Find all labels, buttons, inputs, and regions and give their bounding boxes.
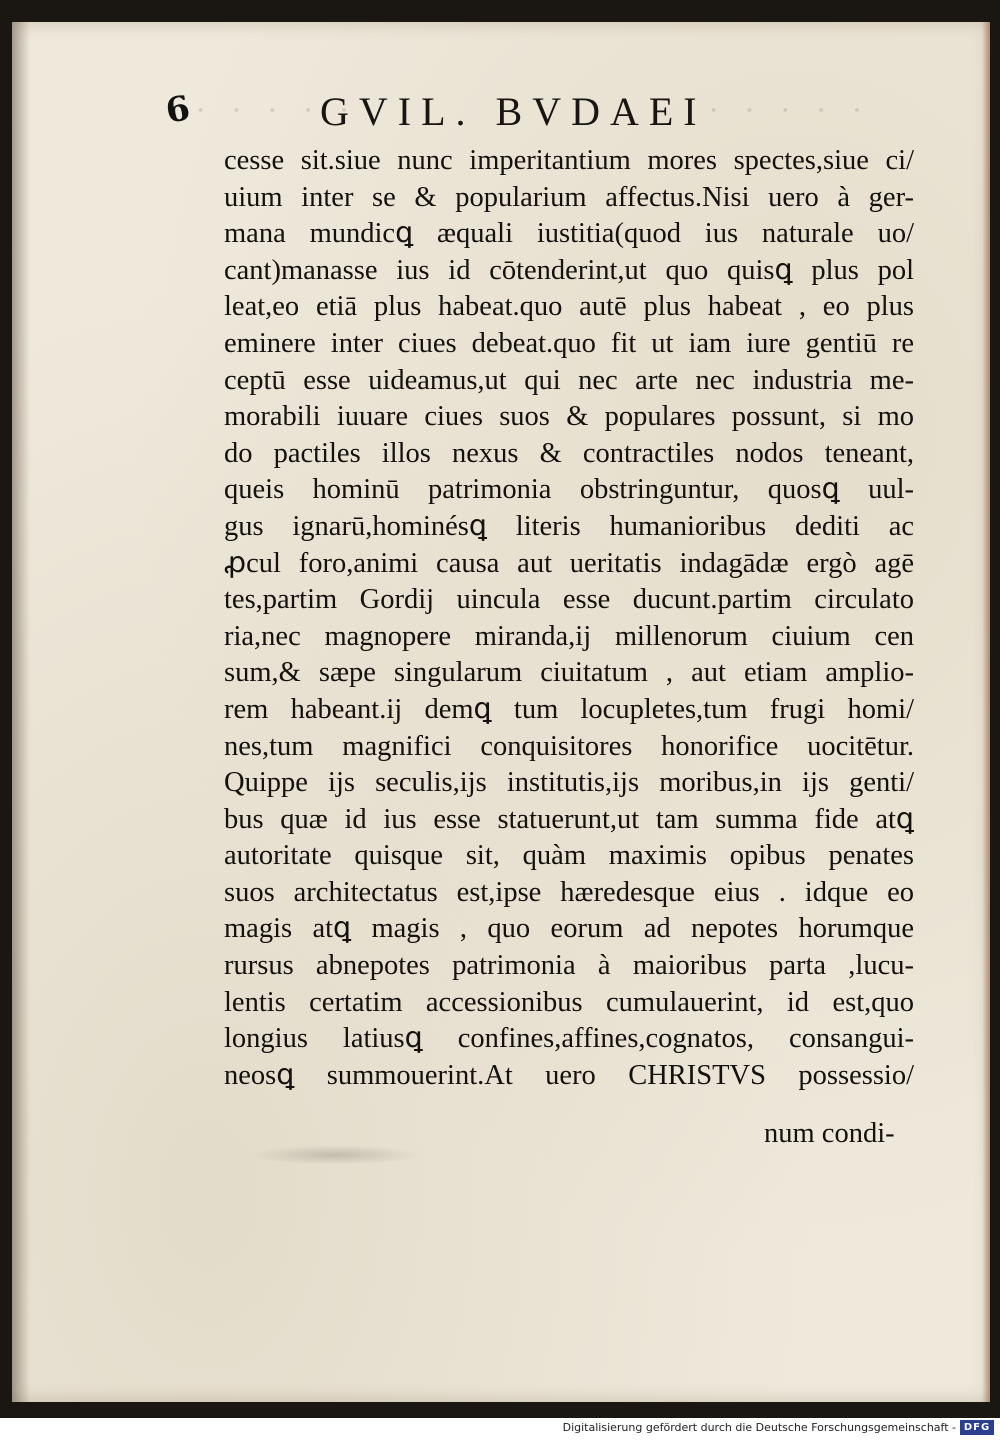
text-line: suos architectatus est,ipse hæredesque eius . idque eo xyxy=(224,876,914,908)
dfg-credit-text: Digitalisierung gefördert durch die Deutsche Forschungsgemeinschaft - xyxy=(562,1421,956,1434)
show-through-left: · · · · · xyxy=(195,92,358,129)
text-line: rem habeant.ij demꝗ tum locupletes,tum frugi homi/ xyxy=(224,693,914,725)
show-through-right: · · · · · xyxy=(708,92,871,129)
text-line: neosꝗ summouerint.At uero CHRISTVS possessio/ xyxy=(224,1059,914,1091)
text-line: cant)manasse ius id cōtenderint,ut quo quisꝗ plus pol xyxy=(224,254,914,286)
body-text xyxy=(224,143,914,1094)
folio-mark: 6 xyxy=(162,88,193,132)
text-line: queis hominū patrimonia obstringuntur, quosꝗ uul- xyxy=(224,474,914,506)
text-line: leat,eo etiā plus habeat.quo autē plus habeat , eo plus xyxy=(224,291,914,323)
text-line: Quippe ijs seculis,ijs institutis,ijs moribus,in ijs genti/ xyxy=(224,767,914,799)
text-line: ꝓcul foro,animi causa aut ueritatis indagādæ ergò agē xyxy=(224,547,914,579)
text-line: gus ignarū,hominésꝗ literis humanioribus dediti ac xyxy=(224,510,914,542)
text-line: morabili iuuare ciues suos & populares possunt, si mo xyxy=(224,401,914,433)
text-line: lentis certatim accessionibus cumulauerint, id est,quo xyxy=(224,986,914,1018)
text-line: do pactiles illos nexus & contractiles nodos teneant, xyxy=(224,437,914,469)
dfg-logo-icon: DFG xyxy=(960,1420,994,1435)
text-line: ceptū esse uideamus,ut qui nec arte nec industria me- xyxy=(224,364,914,396)
spine-shadow xyxy=(12,22,30,1402)
text-line: longius latiusꝗ confines,affines,cognatos, consangui- xyxy=(224,1023,914,1055)
text-line: nes,tum magnifici conquisitores honorifice uocitētur. xyxy=(224,730,914,762)
text-line: autoritate quisque sit, quàm maximis opibus penates xyxy=(224,840,914,872)
text-line: ria,nec magnopere miranda,ij millenorum ciuium cen xyxy=(224,620,914,652)
text-line: mana mundicꝗ æquali iustitia(quod ius naturale uo/ xyxy=(224,218,914,250)
digitization-footer xyxy=(0,1418,1000,1440)
text-line: eminere inter ciues debeat.quo fit ut iam iure gentiū re xyxy=(224,327,914,359)
text-line: rursus abnepotes patrimonia à maioribus parta ,lucu- xyxy=(224,950,914,982)
ink-smudge xyxy=(250,1145,420,1165)
text-line: magis atꝗ magis , quo eorum ad nepotes horumque xyxy=(224,913,914,945)
text-line: bus quæ id ius esse statuerunt,ut tam summa fide atꝗ xyxy=(224,803,914,835)
text-line: tes,partim Gordij uincula esse ducunt.partim circulato xyxy=(224,584,914,616)
catchword: num condi- xyxy=(764,1118,895,1149)
running-head: GVIL. BVDAEI xyxy=(320,89,707,134)
text-line: cesse sit.siue nunc imperitantium mores spectes,siue ci/ xyxy=(224,145,914,176)
text-line: uium inter se & popularium affectus.Nisi uero à ger- xyxy=(224,181,914,213)
page-edge xyxy=(982,22,990,1402)
text-line: sum,& sæpe singularum ciuitatum , aut etiam amplio- xyxy=(224,657,914,689)
